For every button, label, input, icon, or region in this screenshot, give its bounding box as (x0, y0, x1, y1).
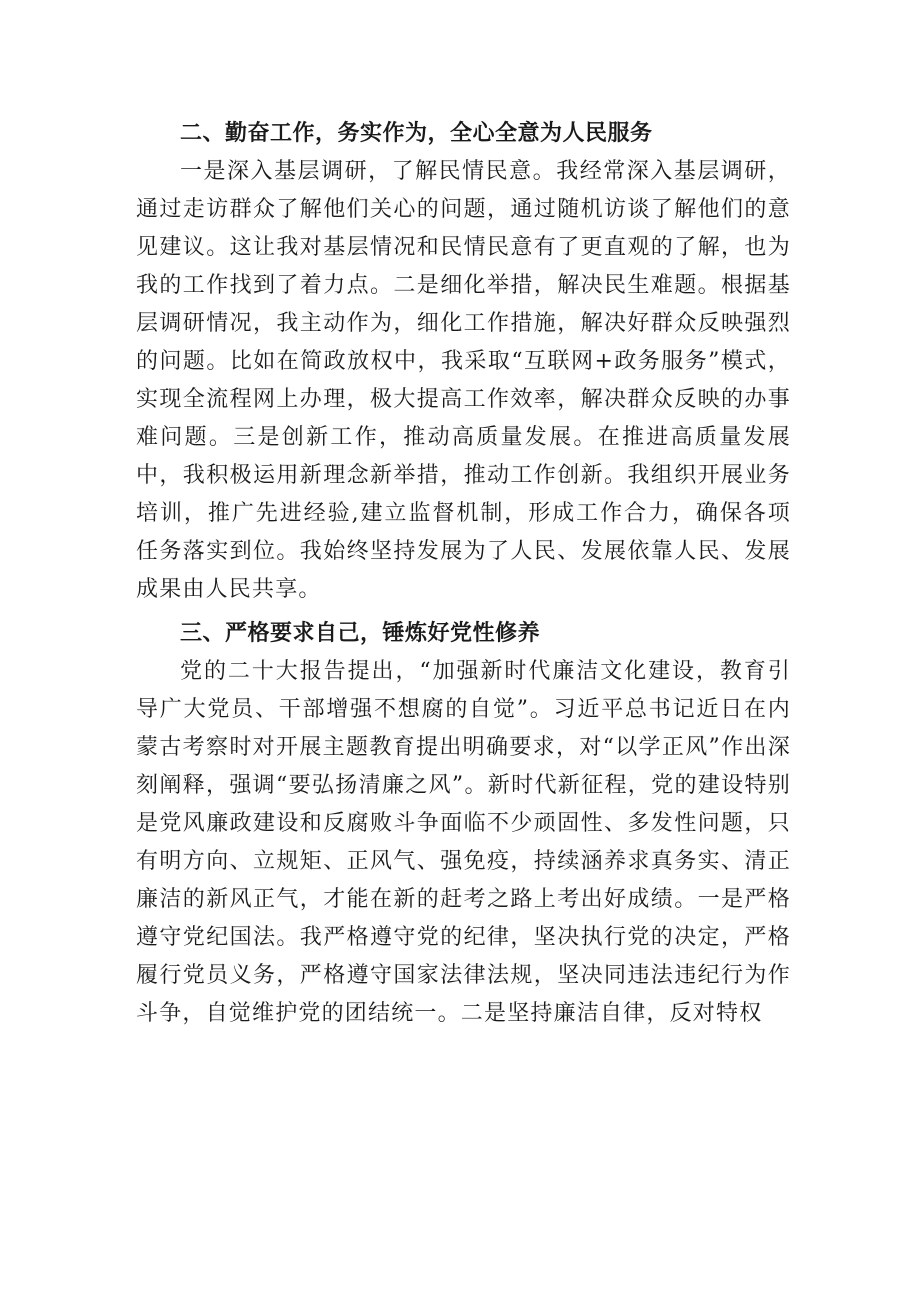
section-3-heading: 三、严格要求自己，锤炼好党性修养 (180, 621, 541, 646)
section-2-heading: 二、勤奋工作，务实作为，全心全意为人民服务 (180, 121, 653, 146)
section-3-paragraph: 党的二十大报告提出，“加强新时代廉洁文化建设，教育引导广大党员、干部增强不想腐的自觉”。习近平总书记近日在内蒙古考察时对开展主题教育提出明确要求，对“以学正风”作出深刻阐释，强调“要弘扬清廉之风”。新时代新征程，党的建设特别是党风廉政建设和反腐败斗争面临不少顽固性、多发性问题，只有明方向、立规矩、正风气、强免疫，持续涵养求真务实、清正廉洁的新风正气，才能在新的赶考之路上考出好成绩。一是严格遵守党纪国法。我严格遵守党的纪律，坚决执行党的决定，严格履行党员义务，严格遵守国家法律法规，坚决同违法违纪行为作斗争，自觉维护党的团结统一。二是坚持廉洁自律，反对特权 (136, 659, 791, 1026)
section-2-paragraph: 一是深入基层调研，了解民情民意。我经常深入基层调研，通过走访群众了解他们关心的问题，通过随机访谈了解他们的意见建议。这让我对基层情况和民情民意有了更直观的了解，也为我的工作找到了着力点。二是细化举措，解决民生难题。根据基层调研情况，我主动作为，细化工作措施，解决好群众反映强烈的问题。比如在简政放权中，我采取“互联网+政务服务”模式，实现全流程网上办理，极大提高工作效率，解决群众反映的办事难问题。三是创新工作，推动高质量发展。在推进高质量发展中，我积极运用新理念新举措，推动工作创新。我组织开展业务培训，推广先进经验,建立监督机制，形成工作合力，确保各项任务落实到位。我始终坚持发展为了人民、发展依靠人民、发展成果由人民共享。 (136, 159, 791, 602)
document-body (136, 115, 791, 1033)
